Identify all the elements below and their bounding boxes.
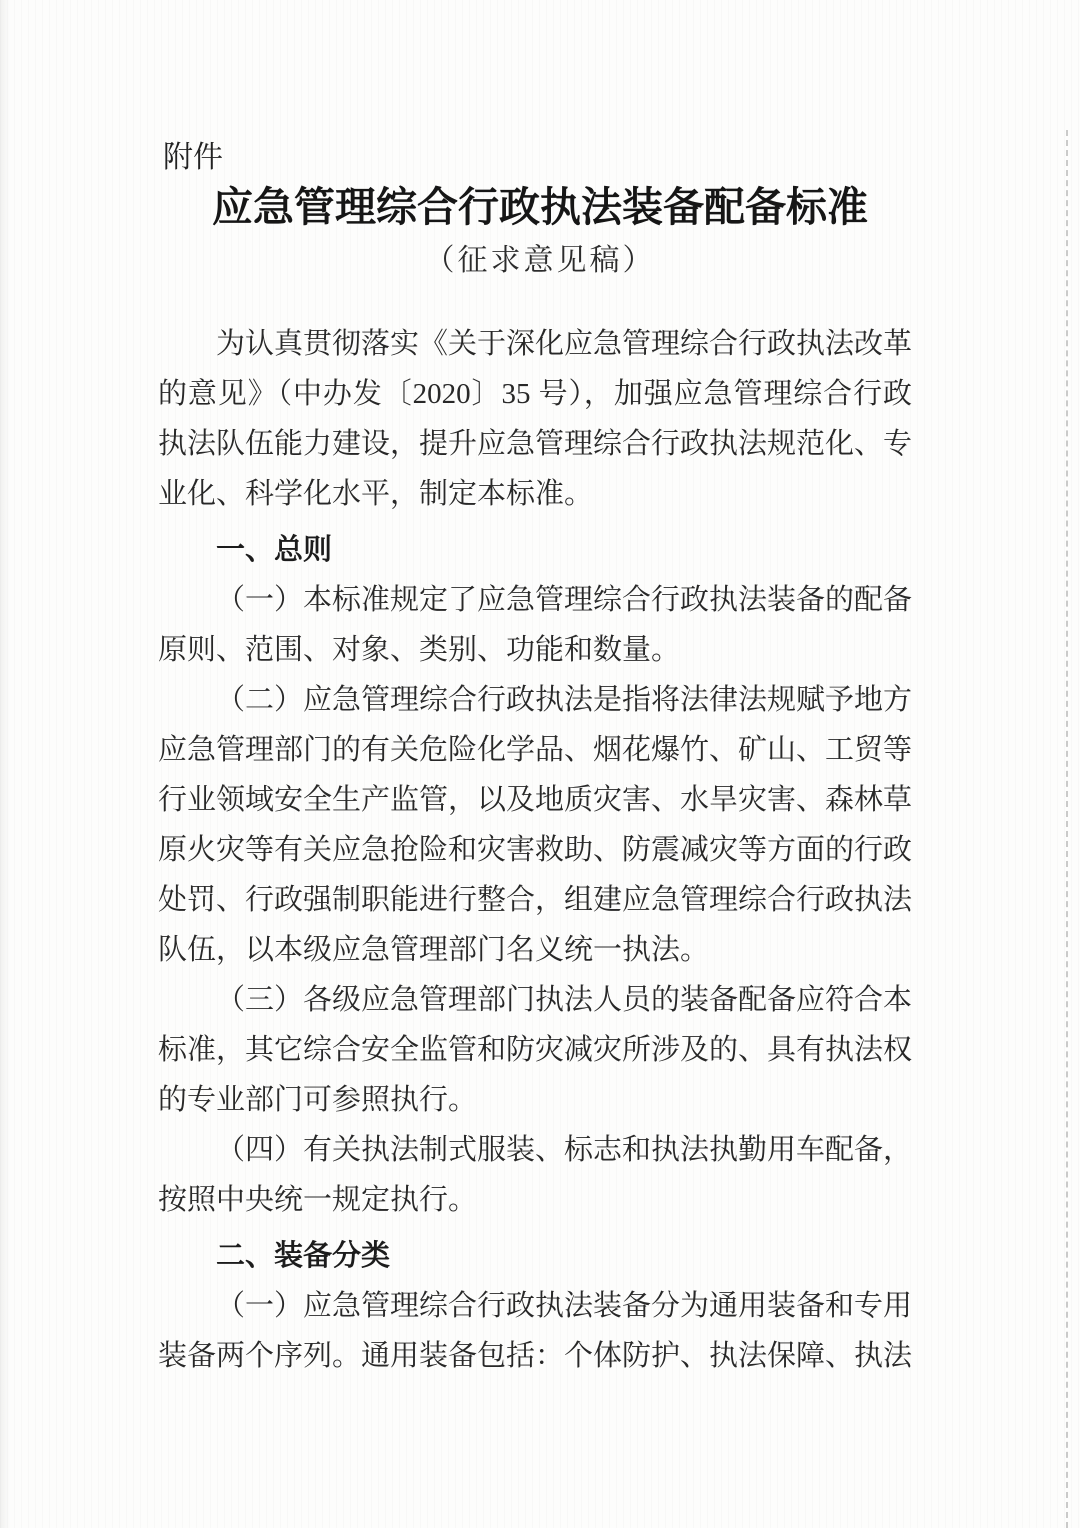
intro-paragraph: 为认真贯彻落实《关于深化应急管理综合行政执法改革的意见》（中办发〔2020〕35 号），加强应急管理综合行政执法队伍能力建设，提升应急管理综合行政执法规范化、专业化、科学化水平，制定本标准。 xyxy=(158,328,913,510)
document-title: 应急管理综合行政执法装备配备标准 xyxy=(212,184,868,230)
paragraph-s1-3: （三）各级应急管理部门执法人员的装备配备应符合本标准，其它综合安全监管和防灾减灾所涉及的、具有执法权的专业部门可参照执行。 xyxy=(158,984,913,1116)
section-heading-general-rules: 一、总则 xyxy=(216,534,333,566)
paragraph-s1-1: （一）本标准规定了应急管理综合行政执法装备的配备原则、范围、对象、类别、功能和数量。 xyxy=(158,584,913,666)
paragraph-s2-1: （一）应急管理综合行政执法装备分为通用装备和专用装备两个序列。通用装备包括：个体防护、执法保障、执法 xyxy=(158,1290,913,1372)
document-body xyxy=(158,319,912,1381)
paragraph-s1-2: （二）应急管理综合行政执法是指将法律法规赋予地方应急管理部门的有关危险化学品、烟花爆竹、矿山、工贸等行业领域安全生产监管，以及地质灾害、水旱灾害、森林草原火灾等有关应急抢险和灾害救助、防震减灾等方面的行政处罚、行政强制职能进行整合，组建应急管理综合行政执法队伍，以本级应急管理部门名义统一执法。 xyxy=(158,684,913,966)
attachment-label: 附件 xyxy=(163,141,223,174)
scan-edge-artifact xyxy=(1066,130,1068,1528)
document-subtitle: （征求意见稿） xyxy=(424,244,656,277)
paragraph-s1-4: （四）有关执法制式服装、标志和执法执勤用车配备，按照中央统一规定执行。 xyxy=(158,1134,913,1216)
section-heading-equipment-classification: 二、装备分类 xyxy=(216,1240,391,1272)
